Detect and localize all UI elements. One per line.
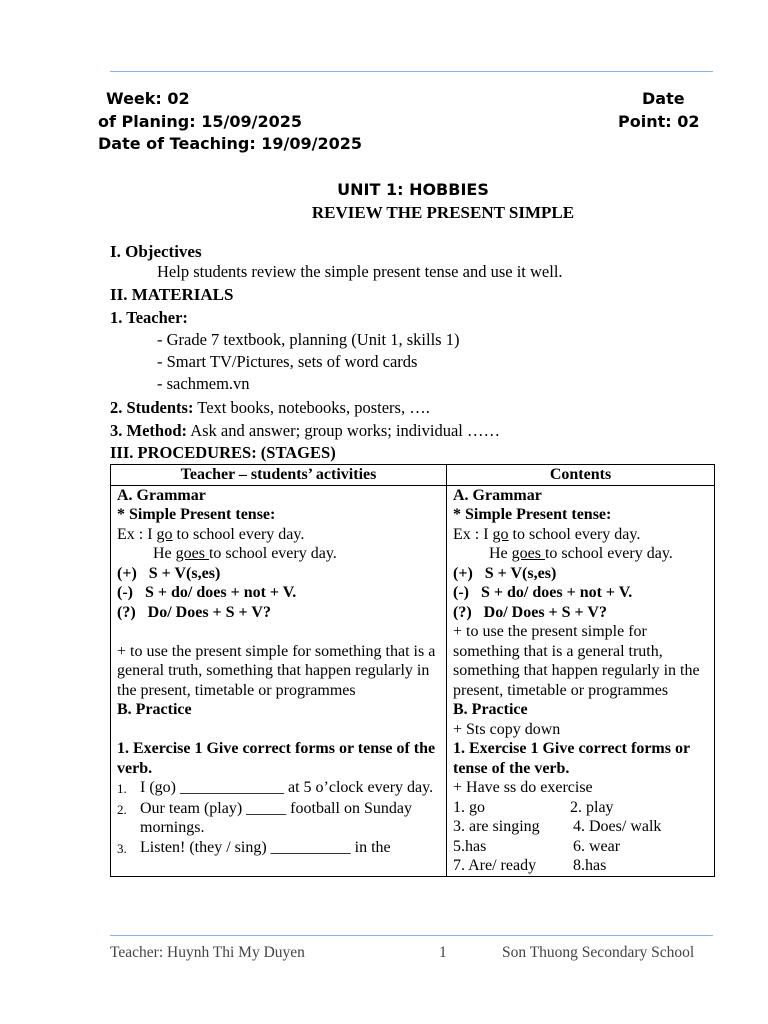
teacher-item-1: - Grade 7 textbook, planning (Unit 1, skills 1)	[157, 330, 460, 349]
exercise-item-1: 1. I (go) _____________ at 5 o’clock every day.	[117, 779, 434, 796]
tense-heading: * Simple Present tense:	[453, 506, 612, 523]
grammar-heading: A. Grammar	[453, 486, 542, 504]
formula-positive: (+) S + V(s,es)	[453, 564, 557, 582]
week-label: Week: 02	[106, 89, 190, 108]
planning-date: of Planing: 15/09/2025	[98, 112, 302, 131]
practice-heading: B. Practice	[117, 701, 192, 718]
students-text: Text books, notebooks, posters, ….	[193, 398, 430, 417]
answer-row: 7. Are/ ready 8.has	[453, 857, 607, 874]
lesson-title: REVIEW THE PRESENT SIMPLE	[311, 203, 575, 222]
formula-negative: (-) S + do/ does + not + V.	[453, 584, 633, 601]
teacher-heading: 1. Teacher:	[110, 308, 188, 327]
materials-heading: II. MATERIALS	[110, 285, 234, 304]
answer-row: 1. go 2. play	[453, 798, 614, 816]
formula-question: (?) Do/ Does + S + V?	[453, 603, 607, 621]
formula-negative: (-) S + do/ does + not + V.	[117, 584, 297, 601]
point-label: Point: 02	[618, 112, 700, 131]
activities-cell	[111, 485, 447, 876]
table-header-row	[111, 465, 715, 486]
procedures-table	[110, 464, 715, 877]
objectives-heading: I. Objectives	[110, 242, 202, 261]
usage-text: + to use the present simple for something that is a general truth, something that happen regularly in the present, timetable or programmes	[453, 623, 700, 699]
unit-title: UNIT 1: HOBBIES	[337, 180, 489, 199]
col1-header: Teacher – students’ activities	[111, 465, 447, 486]
students-line	[110, 398, 430, 418]
blank-line	[117, 720, 440, 740]
grammar-heading: A. Grammar	[117, 486, 206, 504]
exercise-item-2: 2. Our team (play) _____ football on Sunday mornings.	[117, 799, 412, 836]
date-label: Date	[642, 89, 685, 108]
practice-heading: B. Practice	[453, 701, 528, 718]
teaching-date: Date of Teaching: 19/09/2025	[98, 134, 363, 153]
exercise-heading: 1. Exercise 1 Give correct forms or tense of the verb.	[117, 740, 436, 777]
formula-positive: (+) S + V(s,es)	[117, 564, 221, 582]
tense-heading: * Simple Present tense:	[117, 506, 276, 523]
footer-school: Son Thuong Secondary School	[502, 944, 695, 961]
footer-rule	[110, 935, 713, 936]
col2-header: Contents	[447, 465, 715, 486]
blank-line	[117, 622, 440, 642]
exercise-heading: 1. Exercise 1 Give correct forms or tense of the verb.	[453, 740, 690, 777]
method-label: 3. Method:	[110, 421, 187, 440]
exercise-item-3: 3. Listen! (they / sing) __________ in the	[117, 838, 391, 856]
method-line	[110, 421, 500, 441]
answer-row: 5.has 6. wear	[453, 837, 621, 855]
method-text: Ask and answer; group works; individual ……	[187, 421, 501, 440]
example-2: He goes to school every day.	[153, 545, 337, 562]
table-row	[111, 485, 715, 876]
example-1: Ex : I go to school every day.	[453, 525, 641, 543]
formula-question: (?) Do/ Does + S + V?	[117, 603, 271, 621]
footer-teacher: Teacher: Huynh Thi My Duyen	[110, 944, 305, 961]
answer-row: 3. are singing 4. Does/ walk	[453, 818, 662, 835]
teacher-item-3: - sachmem.vn	[157, 374, 250, 393]
students-label: 2. Students:	[110, 398, 194, 417]
header-rule	[110, 71, 713, 72]
footer-page-number: 1	[439, 944, 447, 961]
do-exercise-text: + Have ss do exercise	[453, 779, 593, 796]
example-1: Ex : I go to school every day.	[117, 525, 305, 543]
copy-text: + Sts copy down	[453, 720, 561, 738]
teacher-item-2: - Smart TV/Pictures, sets of word cards	[157, 352, 418, 371]
contents-cell	[447, 485, 715, 876]
example-2: He goes to school every day.	[489, 545, 673, 562]
objectives-text: Help students review the simple present tense and use it well.	[157, 262, 563, 281]
procedures-heading: III. PROCEDURES: (STAGES)	[110, 443, 336, 462]
usage-text: + to use the present simple for something that is a general truth, something that happen regularly in the present, timetable or programmes	[117, 642, 436, 699]
